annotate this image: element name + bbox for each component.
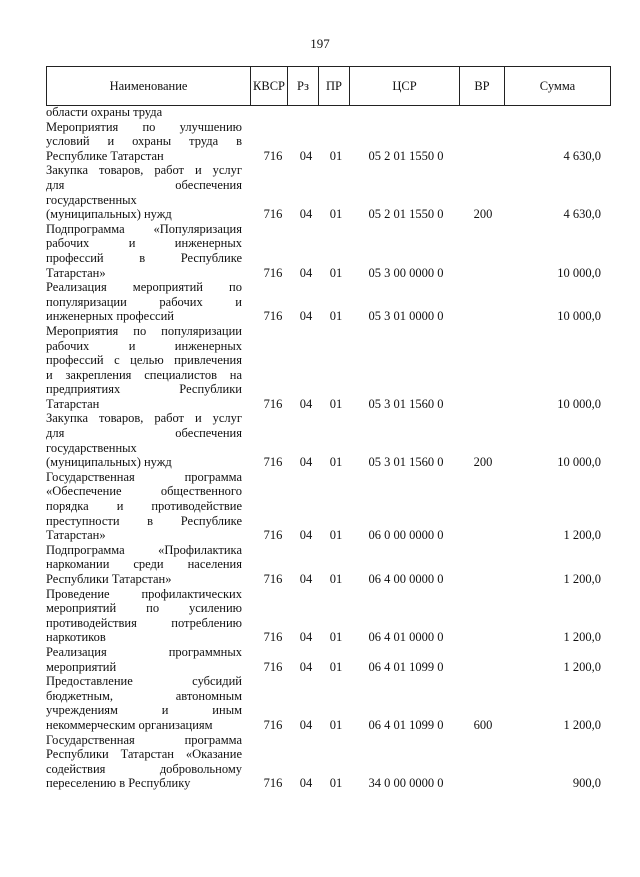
row-name-line: Республике Татарстан xyxy=(46,148,164,163)
row-name-line: (муниципальных) нужд xyxy=(46,207,172,222)
row-name-line: для обеспечения xyxy=(46,426,242,441)
cell-rz: 04 xyxy=(299,148,313,163)
cell-sum: 1 200,0 xyxy=(563,572,601,586)
cell-pr: 01 xyxy=(329,776,343,791)
page-number: 197 xyxy=(310,36,330,51)
cell-csr: 05 3 01 0000 0 xyxy=(368,309,444,324)
cell-rz: 04 xyxy=(299,309,313,324)
row-name-line: мероприятий по усилению xyxy=(46,601,242,616)
table-row xyxy=(46,411,611,469)
cell-sum: 10 000,0 xyxy=(557,455,601,470)
table-row xyxy=(46,543,611,587)
row-values xyxy=(46,455,611,470)
cell-sum: 10 000,0 xyxy=(557,396,601,411)
cell-sum: 1 200,0 xyxy=(563,630,601,645)
cell-sum: 900,0 xyxy=(572,776,601,791)
row-values xyxy=(46,630,611,645)
row-values xyxy=(46,660,611,675)
row-values xyxy=(46,309,611,324)
cell-kvsr: 716 xyxy=(263,455,283,470)
header-name: Наименование xyxy=(47,67,251,106)
row-name-line: инженерных профессий xyxy=(46,309,174,324)
row-name-line: и закрепления специалистов на xyxy=(46,367,242,382)
cell-sum: 10 000,0 xyxy=(557,309,601,324)
header-csr: ЦСР xyxy=(350,67,460,106)
cell-kvsr: 716 xyxy=(263,396,283,411)
cell-pr: 01 xyxy=(329,148,343,163)
cell-kvsr: 716 xyxy=(263,572,283,586)
cell-pr: 01 xyxy=(329,396,343,411)
row-name-line: Государственная программа xyxy=(46,469,242,484)
cell-csr: 05 2 01 1550 0 xyxy=(368,207,444,222)
cell-csr: 34 0 00 0000 0 xyxy=(368,776,444,791)
row-name-line: содействия добровольному xyxy=(46,761,242,776)
cell-kvsr: 716 xyxy=(263,659,283,674)
row-name-line: Реализация мероприятий по xyxy=(46,280,242,295)
cell-vr: 600 xyxy=(473,717,493,732)
row-name-line: Мероприятия по популяризации xyxy=(46,323,242,338)
row-name-line: Республики Татарстан» xyxy=(46,572,172,586)
header-kvsr: КВСР xyxy=(251,67,288,106)
cell-vr: 200 xyxy=(473,207,493,222)
row-values xyxy=(46,718,611,733)
table-row xyxy=(46,674,611,732)
row-values xyxy=(46,572,611,587)
cell-sum: 4 630,0 xyxy=(563,207,601,222)
table-row xyxy=(46,280,611,324)
row-name-line: наркотиков xyxy=(46,630,106,645)
cell-kvsr: 716 xyxy=(263,207,283,222)
row-name-line: профессий в Республике xyxy=(46,250,242,265)
table-row xyxy=(46,120,611,164)
row-values xyxy=(46,266,611,281)
cell-csr: 06 0 00 0000 0 xyxy=(368,528,444,543)
row-name-line: бюджетным, автономным xyxy=(46,688,242,703)
cell-csr: 06 4 01 1099 0 xyxy=(368,659,444,674)
cell-rz: 04 xyxy=(299,265,313,280)
cell-sum: 4 630,0 xyxy=(563,148,601,163)
row-values xyxy=(46,776,611,791)
cell-rz: 04 xyxy=(299,455,313,470)
table-row xyxy=(46,645,611,674)
row-values xyxy=(46,105,611,120)
row-values xyxy=(46,397,611,412)
row-name-line: противодействия потреблению xyxy=(46,615,242,630)
cell-pr: 01 xyxy=(329,630,343,645)
cell-sum: 10 000,0 xyxy=(557,265,601,280)
cell-pr: 01 xyxy=(329,528,343,543)
row-name-line: Мероприятия по улучшению xyxy=(46,119,242,134)
budget-table-body xyxy=(46,105,611,791)
header-pr: ПР xyxy=(319,67,350,106)
row-name-line: Государственная программа xyxy=(46,732,242,747)
cell-csr: 05 3 01 1560 0 xyxy=(368,396,444,411)
row-name-line: учреждениям и иным xyxy=(46,703,242,718)
table-row xyxy=(46,163,611,221)
row-values xyxy=(46,149,611,164)
row-name-line: Подпрограмма «Популяризация xyxy=(46,221,242,236)
cell-sum: 1 200,0 xyxy=(563,659,601,674)
row-name-line: Татарстан xyxy=(46,396,100,411)
table-row xyxy=(46,587,611,645)
cell-kvsr: 716 xyxy=(263,148,283,163)
table-row xyxy=(46,733,611,791)
cell-rz: 04 xyxy=(299,207,313,222)
row-name-line: некоммерческим организациям xyxy=(46,717,213,732)
table-header xyxy=(46,66,611,106)
row-name-line: преступности в Республике xyxy=(46,513,242,528)
row-name-line: Республики Татарстан «Оказание xyxy=(46,747,242,762)
cell-sum: 1 200,0 xyxy=(563,717,601,732)
row-name-line: рабочих и инженерных xyxy=(46,338,242,353)
row-name-line: «Обеспечение общественного xyxy=(46,484,242,499)
header-vr: ВР xyxy=(460,67,505,106)
row-name-line: условий и охраны труда в xyxy=(46,134,242,149)
row-name-line: переселению в Республику xyxy=(46,776,191,791)
table-row xyxy=(46,324,611,412)
row-name-line: Закупка товаров, работ и услуг xyxy=(46,163,242,178)
cell-kvsr: 716 xyxy=(263,776,283,791)
cell-pr: 01 xyxy=(329,572,343,586)
row-name-line: рабочих и инженерных xyxy=(46,236,242,251)
row-name-line: государственных xyxy=(46,440,137,455)
cell-pr: 01 xyxy=(329,455,343,470)
row-name-line: Татарстан» xyxy=(46,528,106,543)
row-name-line: порядка и противодействие xyxy=(46,499,242,514)
header-sum: Сумма xyxy=(505,67,611,106)
row-name-line: популяризации рабочих и xyxy=(46,294,242,309)
cell-sum: 1 200,0 xyxy=(563,528,601,543)
cell-pr: 01 xyxy=(329,659,343,674)
cell-kvsr: 716 xyxy=(263,717,283,732)
cell-csr: 05 2 01 1550 0 xyxy=(368,148,444,163)
row-name-line: (муниципальных) нужд xyxy=(46,455,172,470)
cell-csr: 05 3 00 0000 0 xyxy=(368,265,444,280)
row-name-line: для обеспечения xyxy=(46,177,242,192)
row-name-line: Татарстан» xyxy=(46,265,106,280)
cell-kvsr: 716 xyxy=(263,630,283,645)
row-name-line: Проведение профилактических xyxy=(46,586,242,601)
row-name-line: мероприятий xyxy=(46,659,117,674)
row-values xyxy=(46,528,611,543)
header-rz: Рз xyxy=(288,67,319,106)
cell-rz: 04 xyxy=(299,659,313,674)
row-name-line: предприятиях Республики xyxy=(46,382,242,397)
cell-pr: 01 xyxy=(329,717,343,732)
cell-csr: 05 3 01 1560 0 xyxy=(368,455,444,470)
row-name-line: Подпрограмма «Профилактика xyxy=(46,542,242,557)
row-name-line: Предоставление субсидий xyxy=(46,674,242,689)
cell-rz: 04 xyxy=(299,776,313,791)
cell-csr: 06 4 00 0000 0 xyxy=(368,572,444,586)
table-row xyxy=(46,470,611,543)
row-name-line: наркомании среди населения xyxy=(46,557,242,572)
cell-rz: 04 xyxy=(299,717,313,732)
row-name-line: государственных xyxy=(46,192,137,207)
cell-kvsr: 716 xyxy=(263,309,283,324)
row-name-line: Реализация программных xyxy=(46,644,242,659)
row-values xyxy=(46,207,611,222)
cell-rz: 04 xyxy=(299,396,313,411)
cell-kvsr: 716 xyxy=(263,265,283,280)
table-row xyxy=(46,222,611,280)
cell-rz: 04 xyxy=(299,528,313,543)
row-name-line: области охраны труда xyxy=(46,105,163,119)
cell-kvsr: 716 xyxy=(263,528,283,543)
row-name-line: профессий с целью привлечения xyxy=(46,353,242,368)
cell-pr: 01 xyxy=(329,309,343,324)
row-name-line: Закупка товаров, работ и услуг xyxy=(46,411,242,426)
cell-pr: 01 xyxy=(329,265,343,280)
cell-pr: 01 xyxy=(329,207,343,222)
table-row xyxy=(46,105,611,120)
cell-rz: 04 xyxy=(299,630,313,645)
cell-rz: 04 xyxy=(299,572,313,586)
cell-vr: 200 xyxy=(473,455,493,470)
cell-csr: 06 4 01 0000 0 xyxy=(368,630,444,645)
cell-csr: 06 4 01 1099 0 xyxy=(368,717,444,732)
